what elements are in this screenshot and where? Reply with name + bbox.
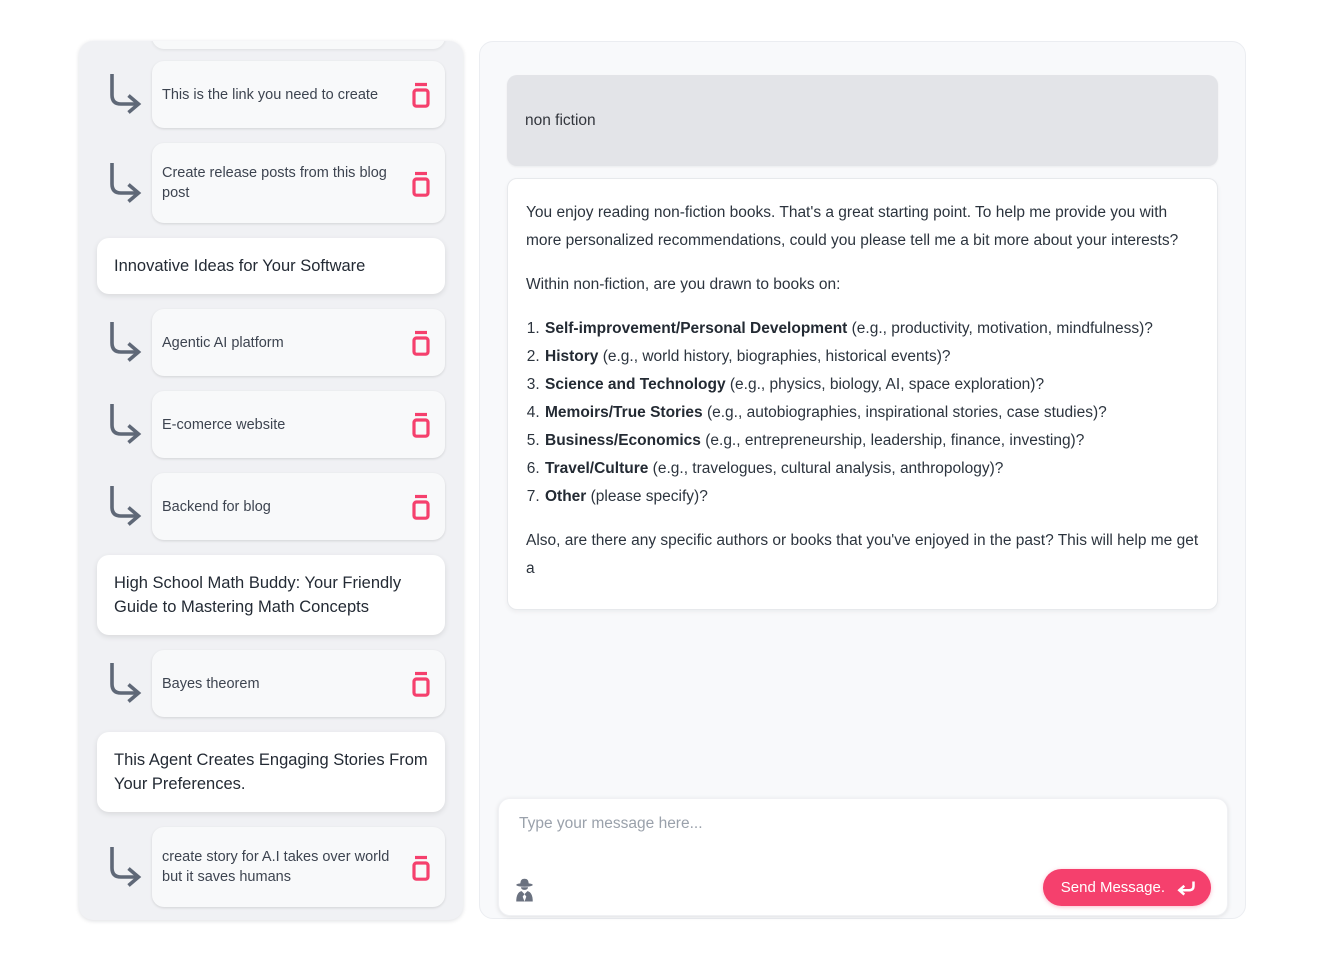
chat-prompt-item[interactable] bbox=[152, 473, 445, 540]
genre-name: Memoirs/True Stories bbox=[545, 404, 703, 421]
genre-list-item bbox=[544, 399, 1199, 427]
chat-prompt-item[interactable] bbox=[152, 61, 445, 128]
trash-icon bbox=[411, 411, 431, 438]
session-title: This Agent Creates Engaging Stories From Your Preferences. bbox=[114, 751, 428, 793]
chat-prompt-row bbox=[97, 473, 445, 540]
genre-name: History bbox=[545, 348, 599, 365]
send-message-label: Send Message. bbox=[1060, 879, 1165, 896]
session-title: Innovative Ideas for Your Software bbox=[114, 257, 366, 275]
genre-name: Business/Economics bbox=[545, 432, 701, 449]
prompt-label: Bayes theorem bbox=[162, 675, 260, 692]
genre-list-item bbox=[544, 483, 1199, 511]
prompt-label: E-comerce website bbox=[162, 416, 286, 433]
chat-prompt-item[interactable] bbox=[152, 143, 445, 223]
chat-prompt-item[interactable] bbox=[152, 309, 445, 376]
send-message-button[interactable] bbox=[1043, 869, 1211, 906]
chat-panel bbox=[479, 41, 1246, 919]
user-message-text: non fiction bbox=[525, 111, 596, 129]
delete-prompt-button[interactable] bbox=[411, 854, 431, 881]
chat-prompt-row bbox=[97, 61, 445, 128]
chat-prompt-item[interactable] bbox=[152, 391, 445, 458]
prompt-label: create story for A.I takes over world but it saves humans bbox=[162, 849, 390, 885]
genre-examples: (e.g., travelogues, cultural analysis, anthropology)? bbox=[648, 460, 1004, 477]
chat-prompt-row bbox=[97, 309, 445, 376]
genre-list-item bbox=[544, 371, 1199, 399]
incognito-icon[interactable] bbox=[513, 877, 536, 902]
prompt-label: Agentic AI platform bbox=[162, 334, 284, 351]
return-arrow-icon bbox=[1175, 879, 1196, 897]
genre-examples: (please specify)? bbox=[586, 488, 708, 505]
genre-name: Self-improvement/Personal Development bbox=[545, 320, 848, 337]
chat-prompt-row bbox=[97, 650, 445, 717]
chat-session-item[interactable] bbox=[97, 732, 445, 812]
branch-arrow-icon bbox=[105, 845, 145, 890]
chat-prompt-row bbox=[97, 391, 445, 458]
delete-prompt-button[interactable] bbox=[411, 493, 431, 520]
genre-examples: (e.g., physics, biology, AI, space exploration)? bbox=[725, 376, 1045, 393]
message-input-card bbox=[498, 798, 1228, 916]
delete-prompt-button[interactable] bbox=[411, 329, 431, 356]
trash-icon bbox=[411, 170, 431, 197]
chat-session-item[interactable] bbox=[97, 238, 445, 294]
genre-list-item bbox=[544, 455, 1199, 483]
chat-prompt-item[interactable] bbox=[152, 650, 445, 717]
genre-examples: (e.g., autobiographies, inspirational stories, case studies)? bbox=[702, 404, 1107, 421]
branch-arrow-icon bbox=[105, 72, 145, 117]
session-title: High School Math Buddy: Your Friendly Guide to Mastering Math Concepts bbox=[114, 574, 402, 616]
genre-examples: (e.g., entrepreneurship, leadership, finance, investing)? bbox=[700, 432, 1085, 449]
message-input[interactable] bbox=[499, 799, 1227, 857]
chat-session-item[interactable] bbox=[97, 555, 445, 635]
chat-prompt-row bbox=[97, 143, 445, 223]
user-message-bubble bbox=[507, 75, 1218, 166]
chat-history-sidebar bbox=[79, 41, 463, 920]
trash-icon bbox=[411, 493, 431, 520]
chat-prompt-row bbox=[97, 827, 445, 907]
assistant-response-card bbox=[507, 178, 1218, 610]
trash-icon bbox=[411, 81, 431, 108]
trash-icon bbox=[411, 854, 431, 881]
delete-prompt-button[interactable] bbox=[411, 170, 431, 197]
genre-name: Travel/Culture bbox=[545, 460, 649, 477]
branch-arrow-icon bbox=[105, 402, 145, 447]
genre-list-item bbox=[544, 427, 1199, 455]
genre-name: Science and Technology bbox=[545, 376, 726, 393]
genre-name: Other bbox=[545, 488, 587, 505]
prompt-label: Create release posts from this blog post bbox=[162, 165, 387, 201]
genre-examples: (e.g., productivity, motivation, mindfulness)? bbox=[847, 320, 1153, 337]
branch-arrow-icon bbox=[105, 161, 145, 206]
delete-prompt-button[interactable] bbox=[411, 670, 431, 697]
branch-arrow-icon bbox=[105, 320, 145, 365]
delete-prompt-button[interactable] bbox=[411, 411, 431, 438]
delete-prompt-button[interactable] bbox=[411, 81, 431, 108]
chat-prompt-item-partial[interactable] bbox=[152, 41, 445, 49]
chat-prompt-item[interactable] bbox=[152, 827, 445, 907]
trash-icon bbox=[411, 329, 431, 356]
branch-arrow-icon bbox=[105, 484, 145, 529]
branch-arrow-icon bbox=[105, 661, 145, 706]
response-paragraph: Also, are there any specific authors or books that you've enjoyed in the past? This will help me get a bbox=[526, 532, 1199, 577]
trash-icon bbox=[411, 670, 431, 697]
response-paragraph: Within non-fiction, are you drawn to books on: bbox=[526, 276, 841, 293]
prompt-label: Backend for blog bbox=[162, 498, 271, 515]
genre-list-item bbox=[544, 315, 1199, 343]
prompt-label: This is the link you need to create bbox=[162, 86, 379, 103]
genre-list-item bbox=[544, 343, 1199, 371]
genre-examples: (e.g., world history, biographies, historical events)? bbox=[598, 348, 951, 365]
response-genre-list bbox=[526, 315, 1199, 511]
response-paragraph: You enjoy reading non-fiction books. That's a great starting point. To help me provide you with more personalized recommendations, could you please tell me a bit more about your interests? bbox=[526, 204, 1179, 249]
